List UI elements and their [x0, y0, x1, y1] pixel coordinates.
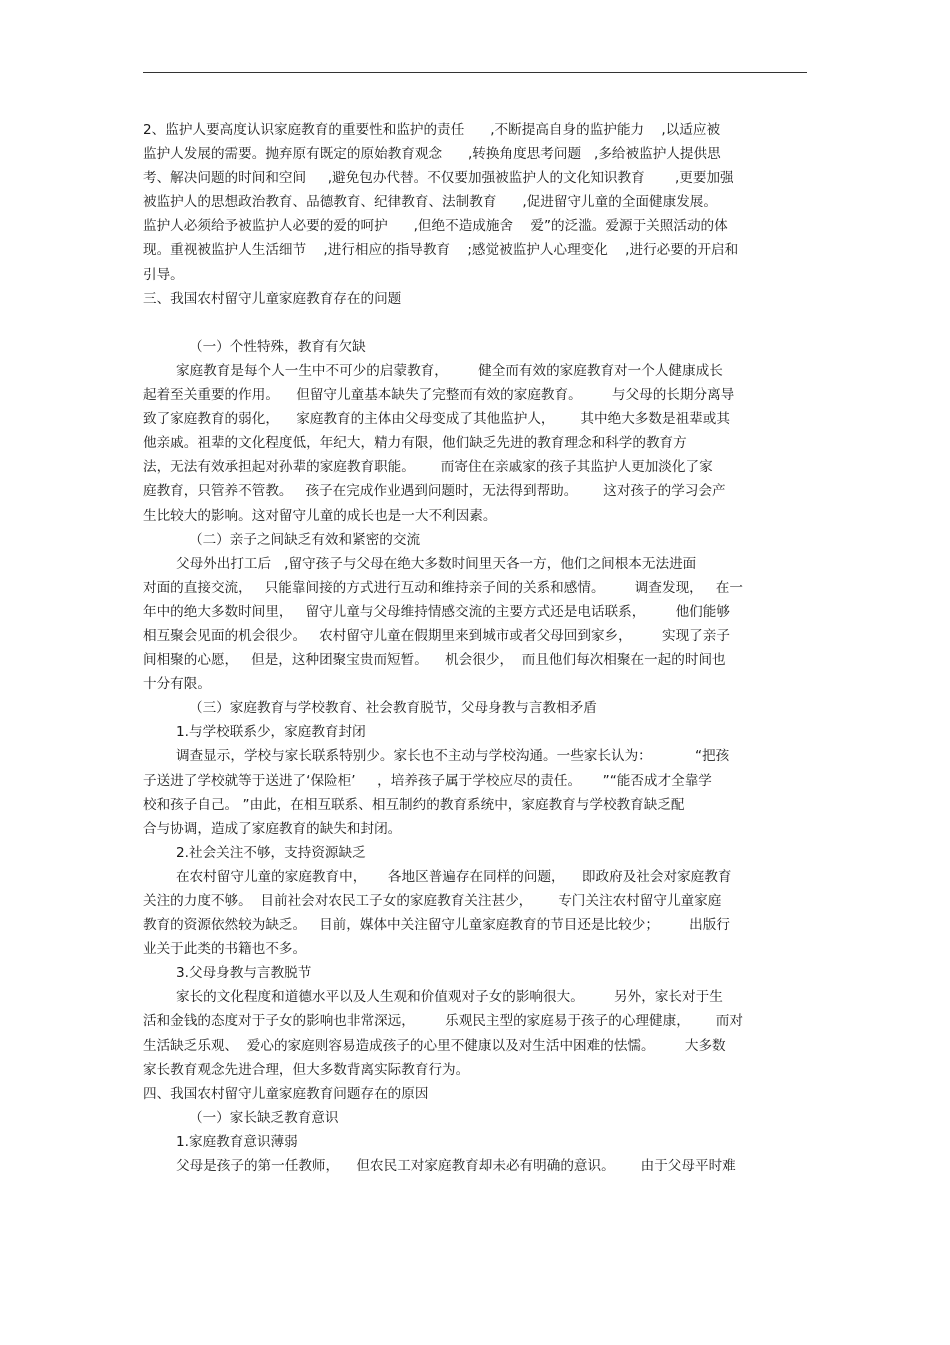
text-line: 对面的直接交流， 只能靠间接的方式进行互动和维持亲子间的关系和感情。 调查发现， 在一: [143, 579, 743, 596]
text-line: 家长的文化程度和道德水平以及人生观和价值观对子女的影响很大。 另外，家长对于生: [176, 989, 723, 1006]
text-line: 法，无法有效承担起对孙辈的家庭教育职能。 而寄住在亲戚家的孩子其监护人更加淡化了家: [143, 459, 713, 476]
text-line: 监护人必须给予被监护人必要的爱的呵护 ,但绝不造成施舍 爱”的泛滥。爱源于关照活动的体: [143, 218, 728, 235]
text-line: 在农村留守儿童的家庭教育中， 各地区普遍存在同样的问题， 即政府及社会对家庭教育: [176, 868, 732, 885]
text-line: 生活缺乏乐观、 爱心的家庭则容易造成孩子的心里不健康以及对生活中困难的怯懦。 大多数: [143, 1037, 726, 1054]
text-line: 十分有限。: [143, 676, 211, 693]
text-line: 父母外出打工后 ,留守孩子与父母在绝大多数时间里天各一方，他们之间根本无法进面: [176, 555, 697, 572]
text-line: 关注的力度不够。 目前社会对农民工子女的家庭教育关注甚少， 专门关注农村留守儿童家庭: [143, 893, 722, 909]
text-line: 活和金钱的态度对于子女的影响也非常深远， 乐观民主型的家庭易于孩子的心理健康， 而对: [143, 1013, 743, 1030]
text-line: 庭教育，只管养不管教。 孩子在完成作业遇到问题时，无法得到帮助。 这对孩子的学习会产: [143, 483, 726, 500]
text-line: 考、解决问题的时间和空间 ,避免包办代替。不仅要加强被监护人的文化知识教育 ,更要加强: [143, 170, 734, 187]
text-line: 子送进了学校就等于送进了‘保险柜’ ，培养孩子属于学校应尽的责任。 ”“能否成才全靠学: [143, 772, 712, 789]
text-line: 业关于此类的书籍也不多。: [143, 941, 307, 958]
numbered-heading: 3.父母身教与言教脱节: [176, 965, 312, 982]
text-line: 生比较大的影响。这对留守儿童的成长也是一大不利因素。: [143, 507, 497, 524]
text-line: 校和孩子自己。 ”由此，在相互联系、相互制约的教育系统中，家庭教育与学校教育缺乏配: [143, 796, 685, 813]
subsection-heading: （三）家庭教育与学校教育、社会教育脱节，父母身教与言教相矛盾: [189, 700, 597, 717]
header-rule: [143, 72, 807, 73]
text-line: 2、监护人要高度认识家庭教育的重要性和监护的责任 ,不断提高自身的监护能力 ,以适应被: [143, 122, 721, 138]
text-line: 现。重视被监护人生活细节 ,进行相应的指导教育 ;感觉被监护人心理变化 ,进行必要的开启和: [143, 242, 739, 259]
text-line: 起着至关重要的作用。 但留守儿童基本缺失了完整而有效的家庭教育。 与父母的长期分离导: [143, 387, 735, 404]
text-line: 家长教育观念先进合理，但大多数背离实际教育行为。: [143, 1061, 470, 1078]
text-line: 教育的资源依然较为缺乏。 目前，媒体中关注留守儿童家庭教育的节目还是比较少； 出版行: [143, 917, 730, 934]
text-line: 家庭教育是每个人一生中不可少的启蒙教育， 健全而有效的家庭教育对一个人健康成长: [176, 362, 723, 379]
section-heading: 四、我国农村留守儿童家庭教育问题存在的原因: [143, 1085, 429, 1102]
blank-line: [143, 311, 807, 335]
text-line: 致了家庭教育的弱化， 家庭教育的主体由父母变成了其他监护人， 其中绝大多数是祖辈或其: [143, 411, 730, 428]
text-line: 被监护人的思想政治教育、品德教育、纪律教育、法制教育 ,促进留守儿童的全面健康发展。: [143, 194, 717, 211]
numbered-heading: 1.与学校联系少，家庭教育封闭: [176, 724, 366, 741]
numbered-heading: 2.社会关注不够，支持资源缺乏: [176, 844, 366, 861]
text-line: 引导。: [143, 266, 184, 283]
text-line: 间相聚的心愿， 但是，这种团聚宝贵而短暂。 机会很少， 而且他们每次相聚在一起的时间也: [143, 652, 726, 669]
text-line: 他亲戚。祖辈的文化程度低，年纪大，精力有限，他们缺乏先进的教育理念和科学的教育方: [143, 435, 687, 452]
text-line: 相互聚会见面的机会很少。 农村留守儿童在假期里来到城市或者父母回到家乡， 实现了亲子: [143, 627, 730, 644]
text-line: 调查显示，学校与家长联系特别少。家长也不主动与学校沟通。一些家长认为： “把孩: [176, 748, 730, 765]
subsection-heading: （一）家长缺乏教育意识: [189, 1109, 339, 1126]
text-line: 年中的绝大多数时间里， 留守儿童与父母维持情感交流的主要方式还是电话联系， 他们能够: [143, 603, 730, 620]
text-line: 监护人发展的需要。抛弃原有既定的原始教育观念 ,转换角度思考问题 ,多给被监护人提供思: [143, 146, 721, 163]
text-line: 合与协调，造成了家庭教育的缺失和封闭。: [143, 820, 402, 837]
numbered-heading: 1.家庭教育意识薄弱: [176, 1133, 298, 1150]
section-heading: 三、我国农村留守儿童家庭教育存在的问题: [143, 290, 402, 307]
subsection-heading: （一）个性特殊，教育有欠缺: [189, 338, 366, 355]
subsection-heading: （二）亲子之间缺乏有效和紧密的交流: [189, 531, 421, 548]
document-body: [143, 118, 807, 1178]
text-line: 父母是孩子的第一任教师， 但农民工对家庭教育却未必有明确的意识。 由于父母平时难: [176, 1158, 736, 1175]
